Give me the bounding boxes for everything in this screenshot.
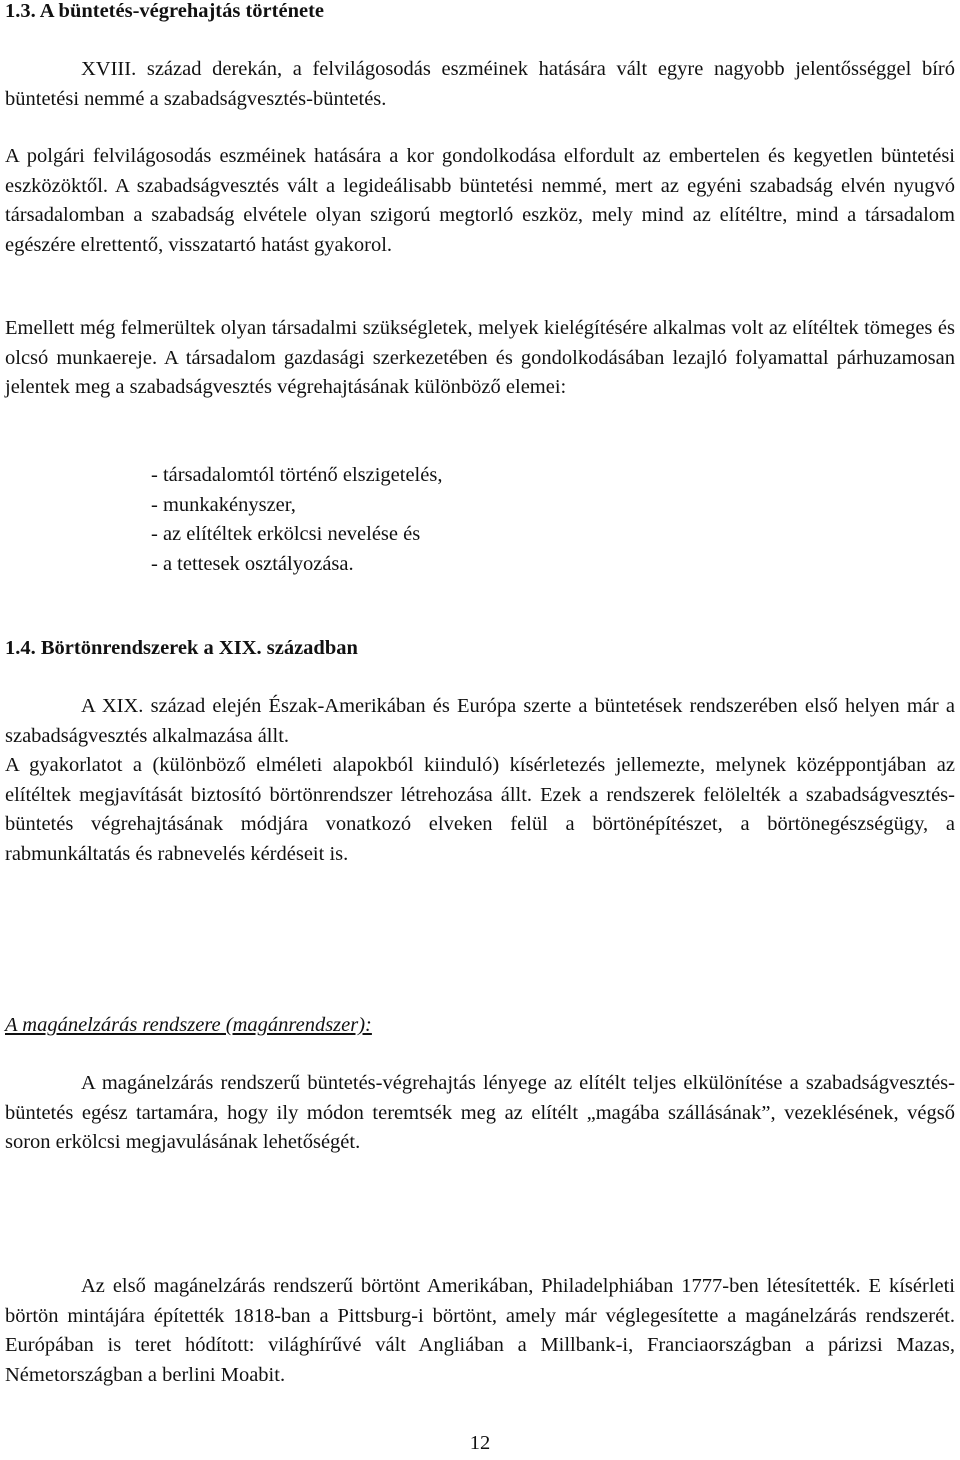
paragraph: A XIX. század elején Észak-Amerikában és Európa szerte a büntetések rendszerében első helyen már a szabadságvesztés alkalmazása állt. bbox=[5, 695, 955, 747]
subsection-heading: A magánelzárás rendszere (magánrendszer): bbox=[5, 1014, 372, 1036]
list-item: - az elítéltek erkölcsi nevelése és bbox=[151, 523, 421, 545]
list-item: - a tettesek osztályozása. bbox=[151, 552, 354, 575]
paragraph: Emellett még felmerültek olyan társadalmi szükségletek, melyek kielégítésére alkalmas volt az elítéltek tömeges és olcsó munkaereje. A társadalom gazdasági szerkezetében és gondolkodásában lezajló folyamattal párhuzamosan jelentek meg a szabadságvesztés végrehajtásának különböző elemei: bbox=[5, 317, 955, 398]
paragraph: A magánelzárás rendszerű büntetés-végrehajtás lényege az elítélt teljes elkülönítése a szabadságvesztés-büntetés egész tartamára, hogy ily módon teremtsék meg az elítélt „magába szállásának”, vezeklésének, végső soron erkölcsi megjavulásának lehetőségét. bbox=[5, 1072, 955, 1153]
list-item: - munkakényszer, bbox=[151, 493, 296, 516]
paragraph: A polgári felvilágosodás eszméinek hatására a kor gondolkodása elfordult az embertelen és kegyetlen büntetési eszközöktől. A szabadságvesztés vált a legideálisabb büntetési nemmé, mert az egyéni szabadság elvén nyugvó társadalomban a szabadság elvétele olyan szigorú megtorló eszköz, mely mind az elítéltre, mind a társadalom egészére elrettentő, visszatartó hatást gyakorol. bbox=[5, 145, 955, 256]
paragraph: A gyakorlatot a (különböző elméleti alapokból kiinduló) kísérletezés jellemezte, melynek középpontjában az elítéltek megjavítását biztosító börtönrendszer létrehozása állt. Ezek a rendszerek felölelték a szabadságvesztés-büntetés végrehajtásának módjára vonatkozó elveken felül a börtönépítészet, a börtönegészségügy, a rabmunkáltatás és rabnevelés kérdéseit is. bbox=[5, 754, 955, 865]
list-item: - társadalomtól történő elszigetelés, bbox=[151, 464, 443, 486]
paragraph: XVIII. század derekán, a felvilágosodás eszméinek hatására vált egyre nagyobb jelentősséggel bíró büntetési nemmé a szabadságvesztés-büntetés. bbox=[5, 58, 955, 110]
paragraph: Az első magánelzárás rendszerű börtönt Amerikában, Philadelphiában 1777-ben létesítették. E kísérleti börtön mintájára építették 1818-ban a Pittsburg-i börtönt, amely már véglegesítette a magánelzárás rendszerét. Európában is teret hódított: világhírűvé vált Angliában a Millbank-i, Franciaországban a párizsi Mazas, Németországban a berlini Moabit. bbox=[5, 1275, 955, 1386]
elements-list bbox=[151, 461, 442, 579]
section-heading-1-3: 1.3. A büntetés-végrehajtás története bbox=[5, 0, 325, 22]
section-heading-1-4: 1.4. Börtönrendszerek a XIX. században bbox=[5, 637, 358, 659]
page-number: 12 bbox=[469, 1432, 491, 1454]
